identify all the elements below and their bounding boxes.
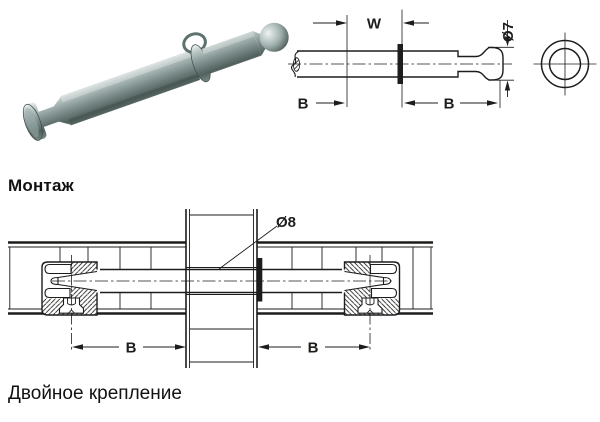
- dim-label-w: W: [366, 15, 382, 33]
- dim-label-b-left: B: [297, 95, 309, 113]
- mounting-drawing: [8, 209, 433, 368]
- drawing-caption: Двойное крепление: [8, 383, 182, 404]
- dim-label-dia7: Ø7: [500, 21, 517, 42]
- dim-label-b-right: B: [443, 95, 455, 113]
- dim-label-dia8: Ø8: [276, 214, 297, 231]
- cam-fitting: [42, 255, 97, 351]
- dim-label-b-mount-right: B: [307, 339, 319, 357]
- dimension-drawing: [288, 10, 514, 109]
- product-photo: [16, 4, 295, 143]
- end-view-drawing: [534, 33, 597, 96]
- dim-label-b-mount-left: B: [125, 339, 137, 357]
- section-title: Монтаж: [8, 176, 74, 195]
